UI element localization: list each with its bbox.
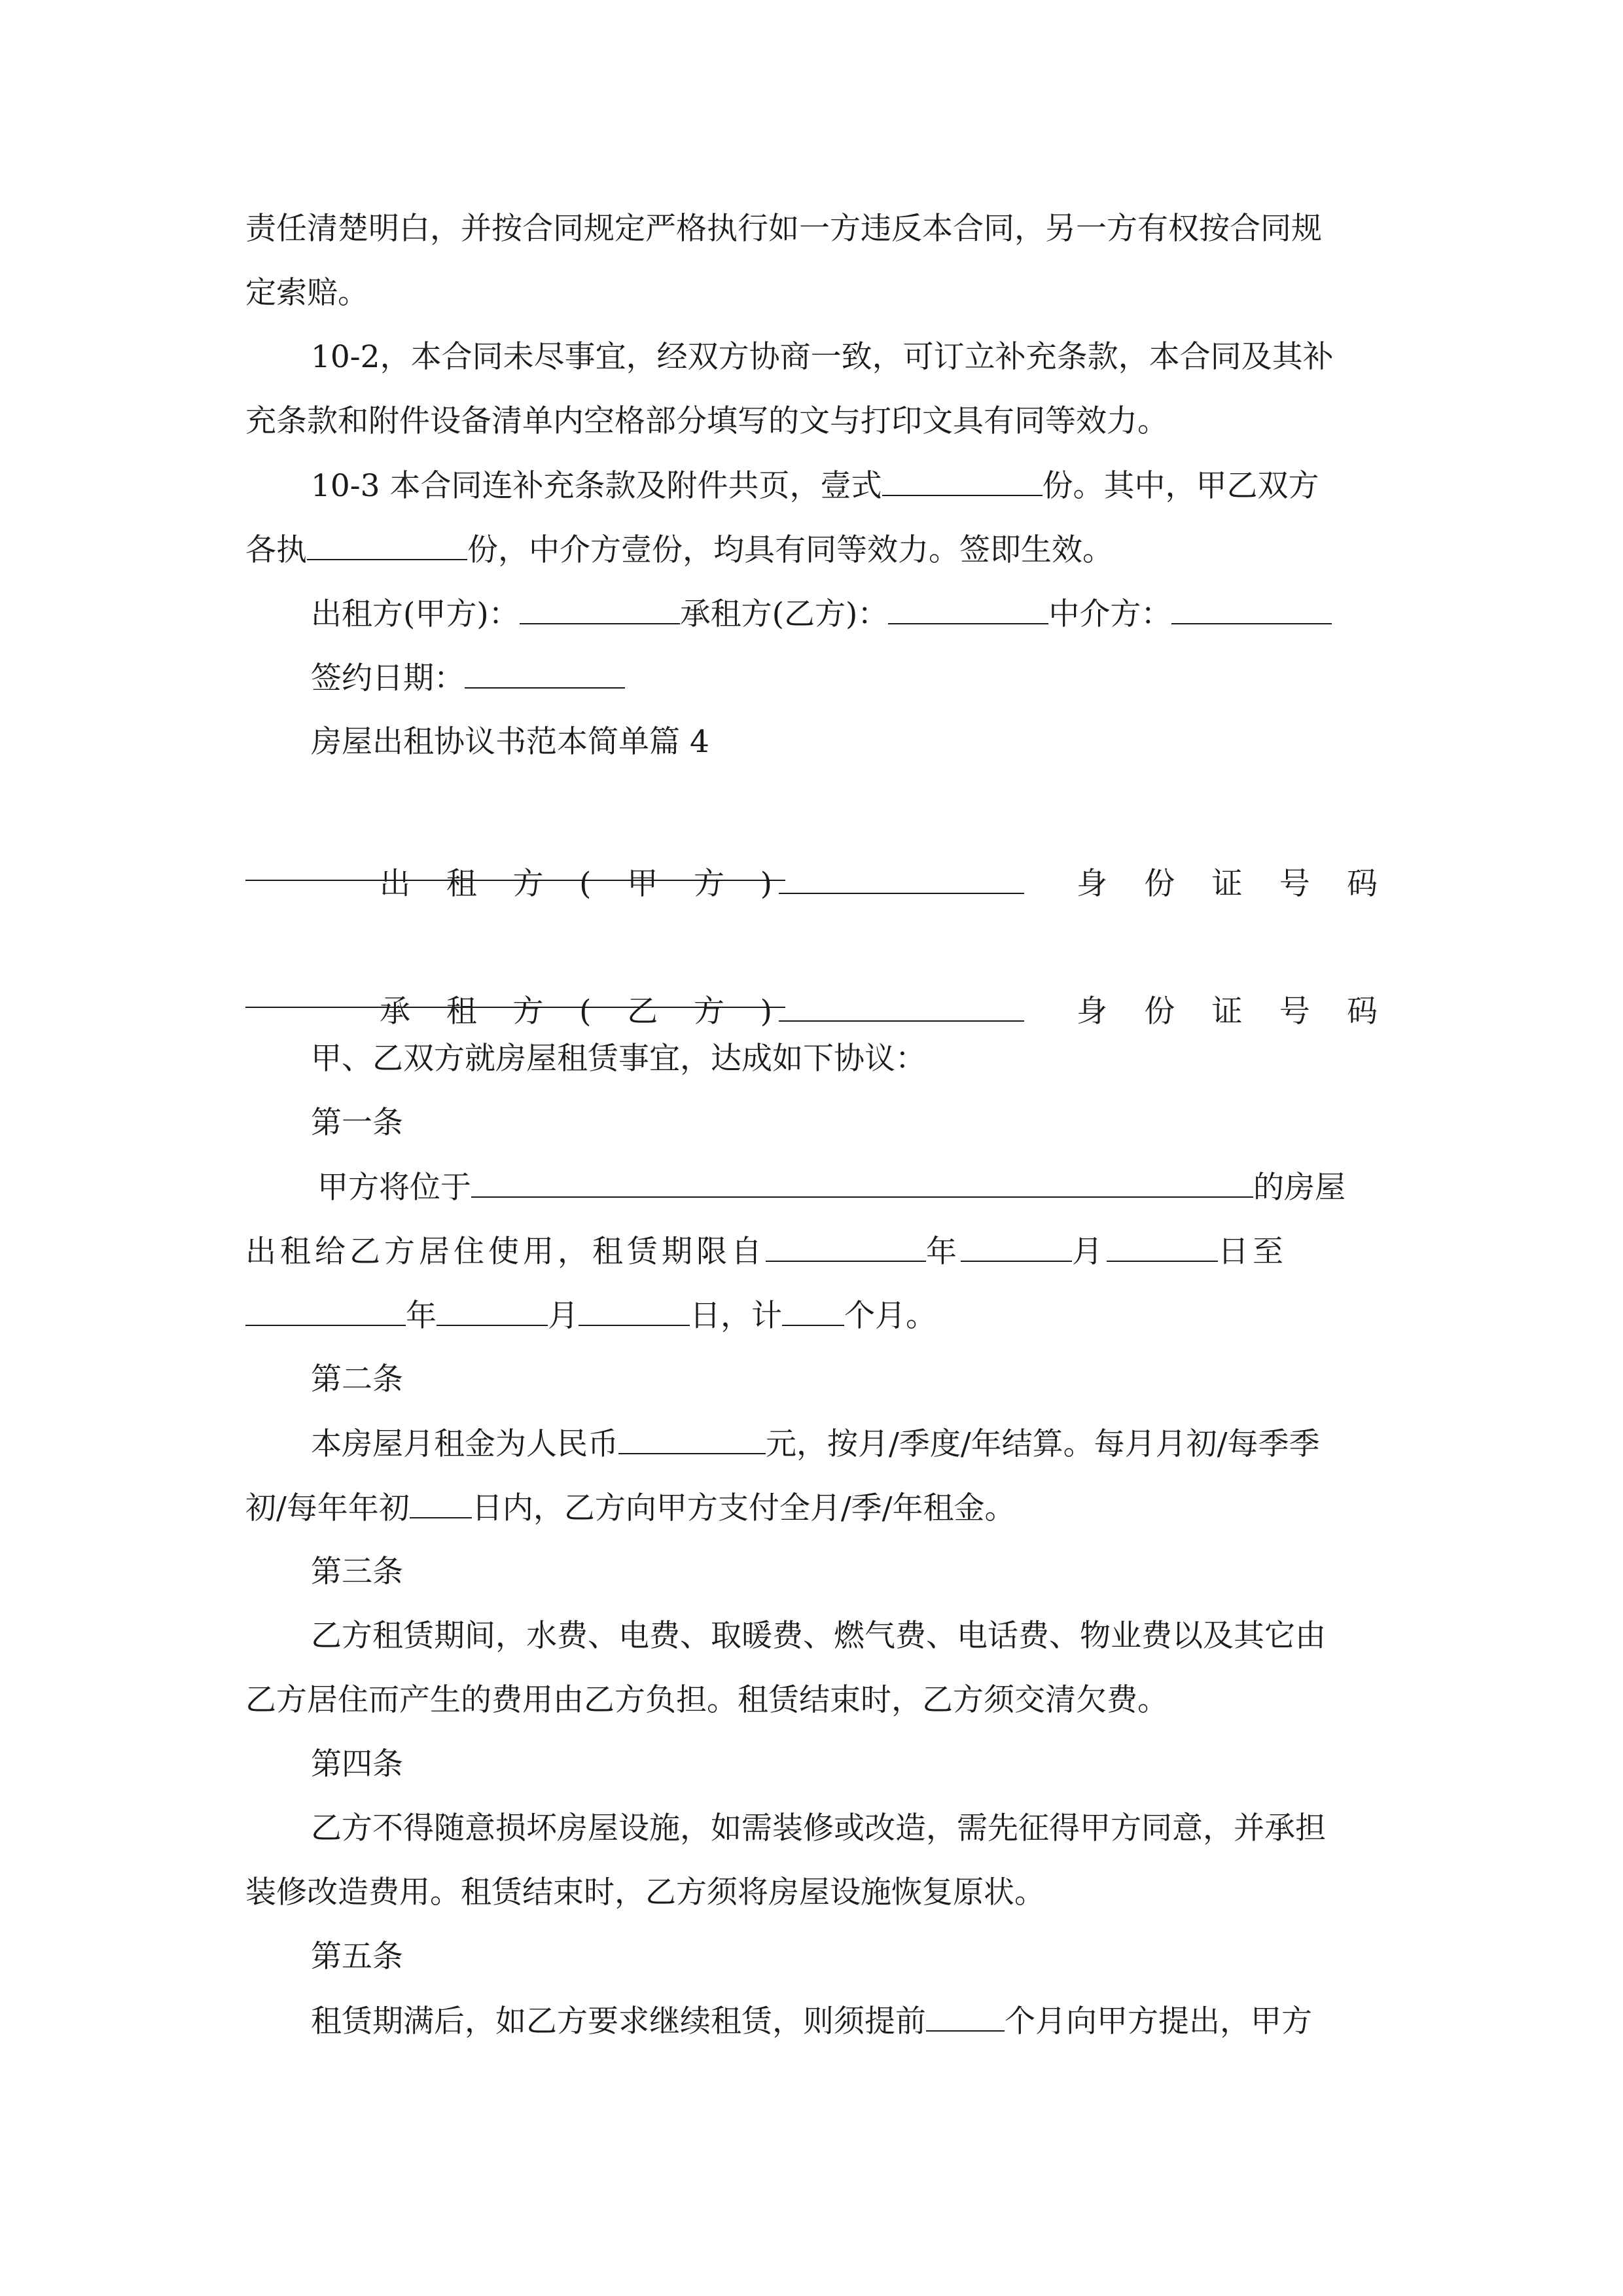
label-char: 份	[1144, 866, 1175, 902]
lessee-blank[interactable]	[888, 594, 1048, 624]
label-char: 方	[512, 994, 544, 1030]
paragraph-line: 装修改造费用。租赁结束时，乙方须将房屋设施恢复原状。	[245, 1874, 1045, 1910]
paragraph-line	[311, 2001, 1378, 2041]
article-heading: 第五条	[311, 1939, 403, 1975]
label-char: 码	[1347, 866, 1378, 902]
section-title: 房屋出租协议书范本简单篇 4	[311, 724, 709, 760]
label-char: 租	[446, 866, 477, 902]
label-char: 证	[1211, 866, 1243, 902]
label-char: 租	[446, 994, 477, 1030]
lessee-label	[380, 992, 772, 1031]
text-segment: 中介方：	[1048, 596, 1172, 632]
text-segment: 日内，乙方向甲方支付全月/季/年租金。	[471, 1490, 1016, 1526]
lessor-label	[380, 865, 772, 904]
lessee-id-blank[interactable]	[245, 1007, 785, 1008]
label-char: 方	[693, 866, 724, 902]
label-char: 方	[693, 994, 724, 1030]
text-segment: 月	[548, 1298, 579, 1334]
text-segment: 年	[406, 1298, 437, 1334]
text-segment: 月	[1072, 1234, 1107, 1270]
lessee-name-blank[interactable]	[779, 992, 1024, 1022]
fill-blank[interactable]	[307, 530, 467, 560]
label-char: 出	[380, 866, 410, 902]
paragraph-line: 定索赔。	[245, 275, 368, 311]
start-day-blank[interactable]	[1107, 1232, 1218, 1262]
lessee-id-line	[380, 913, 1378, 1110]
article-heading: 第二条	[311, 1361, 403, 1397]
days-blank[interactable]	[410, 1488, 472, 1518]
paragraph-line	[245, 1488, 1378, 1528]
text-segment: 年	[926, 1234, 961, 1270]
paragraph-line: 充条款和附件设备清单内空格部分填写的文与打印文具有同等效力。	[245, 403, 1168, 439]
article-heading: 第四条	[311, 1746, 403, 1782]
paragraph-line: 10-2，本合同未尽事宜，经双方协商一致，可订立补充条款，本合同及其补	[311, 339, 1334, 375]
paragraph-line: 责任清楚明白，并按合同规定严格执行如一方违反本合同，另一方有权按合同规	[245, 211, 1322, 247]
label-char: 甲	[627, 866, 658, 902]
text-segment: 签约日期：	[311, 660, 465, 696]
start-month-blank[interactable]	[961, 1232, 1072, 1262]
article-heading: 第一条	[311, 1105, 403, 1141]
text-segment: 日至	[1218, 1234, 1287, 1270]
label-char: 方	[512, 866, 544, 902]
label-char: (	[579, 994, 592, 1030]
id-label	[1077, 992, 1378, 1031]
text-segment: 各执	[245, 532, 307, 568]
months-blank[interactable]	[782, 1296, 844, 1326]
text-segment: 本房屋月租金为人民币	[311, 1426, 618, 1462]
lessor-id-blank[interactable]	[245, 880, 785, 881]
agent-blank[interactable]	[1171, 594, 1332, 624]
fill-blank[interactable]	[882, 466, 1043, 496]
label-char: 乙	[627, 994, 658, 1030]
rent-blank[interactable]	[618, 1424, 766, 1454]
text-segment: 个月向甲方提出，甲方	[1005, 2003, 1312, 2039]
paragraph-line	[245, 1296, 1378, 1336]
paragraph-line	[245, 1232, 1378, 1272]
paragraph-line: 甲、乙双方就房屋租赁事宜，达成如下协议：	[311, 1041, 926, 1077]
paragraph-line	[311, 466, 1378, 506]
label-char: 号	[1279, 994, 1310, 1030]
label-char: 码	[1347, 994, 1378, 1030]
paragraph-line	[245, 530, 1378, 570]
text-segment: 甲方将位于	[317, 1170, 471, 1206]
text-segment: 份。其中，甲乙双方	[1042, 468, 1319, 504]
paragraph-line: 乙方不得随意损坏房屋设施，如需装修或改造，需先征得甲方同意，并承担	[311, 1810, 1326, 1846]
text-segment: 租赁期满后，如乙方要求继续租赁，则须提前	[311, 2003, 926, 2039]
label-char: (	[579, 866, 592, 902]
text-segment: 份，中介方壹份，均具有同等效力。签即生效。	[467, 532, 1113, 568]
article-heading: 第三条	[311, 1554, 403, 1590]
label-char: 号	[1279, 866, 1310, 902]
label-char: 证	[1211, 994, 1243, 1030]
text-segment: 元，按月/季度/年结算。每月月初/每季季	[766, 1426, 1320, 1462]
text-segment: 10-3 本合同连补充条款及附件共页，壹式	[311, 468, 882, 504]
label-char: 承	[380, 994, 410, 1030]
signature-line	[311, 594, 1378, 634]
lessor-blank[interactable]	[520, 594, 680, 624]
label-char: )	[760, 866, 772, 902]
text-segment: 的房屋	[1253, 1170, 1346, 1206]
id-label	[1077, 865, 1378, 904]
date-blank[interactable]	[465, 658, 625, 689]
text-segment: 承租方(乙方)：	[679, 596, 889, 632]
date-line	[311, 658, 1378, 698]
text-segment: 个月。	[844, 1298, 936, 1334]
end-month-blank[interactable]	[437, 1296, 548, 1326]
paragraph-line: 乙方居住而产生的费用由乙方负担。租赁结束时，乙方须交清欠费。	[245, 1682, 1168, 1718]
text-segment: 初/每年年初	[245, 1490, 410, 1526]
start-year-blank[interactable]	[766, 1232, 926, 1262]
label-char: 身	[1077, 866, 1107, 902]
label-char: 身	[1077, 994, 1107, 1030]
label-char: )	[760, 994, 772, 1030]
text-segment: 日，计	[690, 1298, 782, 1334]
end-day-blank[interactable]	[579, 1296, 690, 1326]
paragraph-line	[317, 1168, 1378, 1208]
address-blank[interactable]	[471, 1168, 1253, 1198]
text-segment: 出租方(甲方)：	[311, 596, 520, 632]
paragraph-line: 乙方租赁期间，水费、电费、取暖费、燃气费、电话费、物业费以及其它由	[311, 1618, 1326, 1654]
label-char: 份	[1144, 994, 1175, 1030]
lessor-name-blank[interactable]	[779, 864, 1024, 894]
text-segment: 出租给乙方居住使用，租赁期限自	[245, 1234, 766, 1270]
paragraph-line	[311, 1424, 1378, 1464]
end-year-blank[interactable]	[245, 1296, 406, 1326]
notice-months-blank[interactable]	[926, 2001, 1005, 2032]
